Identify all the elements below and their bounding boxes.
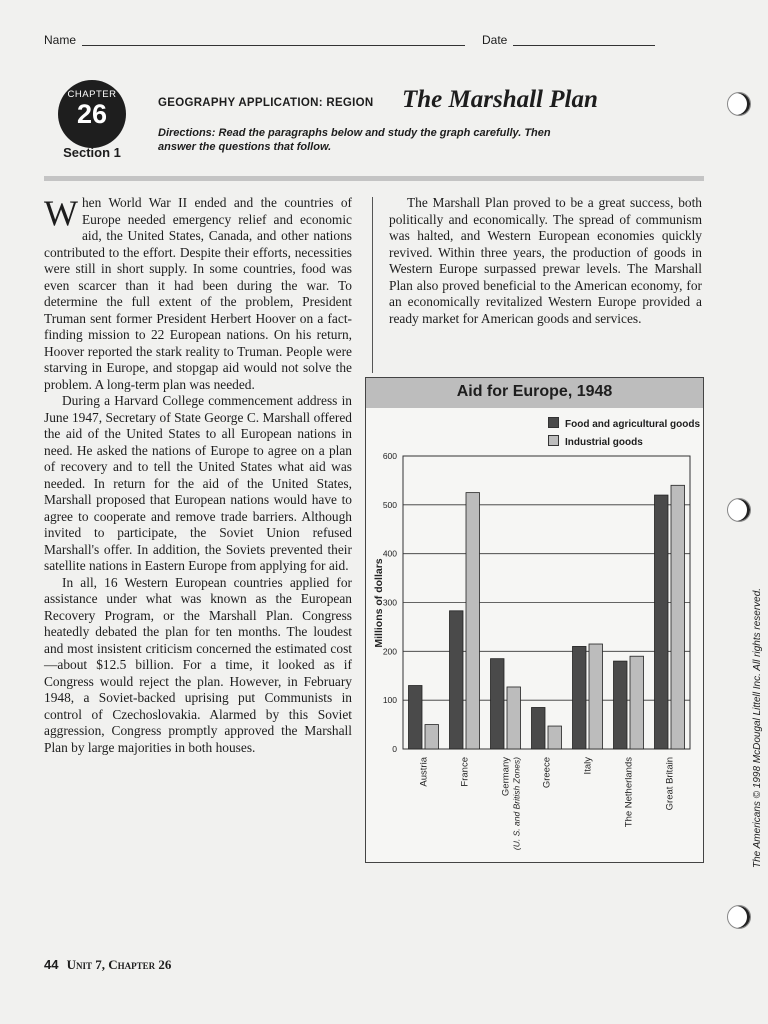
y-tick-label: 0: [392, 744, 397, 754]
binder-hole: [727, 905, 751, 929]
bar-industrial-great-britain: [671, 485, 685, 749]
binder-hole: [727, 498, 751, 522]
page-title: The Marshall Plan: [402, 86, 598, 113]
drop-cap: W: [44, 193, 78, 233]
bar-industrial-france: [466, 493, 480, 749]
paragraph-1-text: hen World War II ended and the countries of Europe needed emergency relief and economic aid, the United States, Canada, and other nations contributed to the effort. Despite their efforts, necessities were still in short supply. In some countries, food was even scarcer than it had been during the war. To determine the full extent of the problem, President Truman sent former President Herbert Hoover on a fact-finding mission to 22 European nations. On his return, Hoover reported the stark reality to Truman. People were starving in Europe, and stopgap aid would not solve the problem. A long-term plan was needed.: [44, 195, 352, 392]
page-number: 44: [44, 957, 59, 972]
bar-food-italy: [573, 646, 587, 749]
copyright: The Americans © 1998 McDougal Littell Inc. All rights reserved.: [752, 587, 763, 868]
paragraph-3: In all, 16 Western European countries applied for assistance under what was known as the European Recovery Program, or the Marshall Plan. Congress heatedly debated the plan for ten months. The loudest and most insistent criticism concerned the estimated cost—about $12.5 billion. For a time, it looked as if Congress would reject the plan. However, in February 1948, a Soviet-backed uprising put Communists in control of Czechoslovakia. Alarmed by this Soviet aggression, Congress promptly approved the Marshall Plan by large majorities in both houses.: [44, 574, 352, 755]
x-category-label: France: [459, 757, 471, 787]
x-category-label: Germany: [500, 757, 512, 797]
footer: [44, 957, 171, 973]
x-category-label: Greece: [541, 757, 553, 789]
x-category-label: The Netherlands: [623, 757, 635, 828]
y-tick-label: 500: [382, 499, 397, 510]
bar-food-france: [450, 611, 464, 749]
x-category-sublabel: (U. S. and British Zones): [511, 757, 522, 851]
directions: Directions: Read the paragraphs below and study the graph carefully. Then answer the questions that follow.: [158, 127, 551, 153]
bar-industrial-germany: [507, 687, 521, 749]
bar-food-austria: [409, 686, 423, 749]
y-tick-label: 100: [382, 695, 397, 706]
name-label: Name: [44, 33, 77, 47]
x-category-label: Austria: [418, 757, 430, 787]
y-tick-label: 400: [382, 548, 397, 559]
x-category-label: Italy: [582, 757, 594, 775]
bar-food-great-britain: [655, 495, 669, 749]
y-tick-label: 600: [382, 451, 397, 461]
chapter-label: CHAPTER: [67, 89, 117, 100]
section-label: Section 1: [63, 145, 121, 160]
bar-industrial-austria: [425, 725, 439, 749]
date-label: Date: [482, 33, 508, 47]
legend-industrial-label: Industrial goods: [565, 437, 643, 448]
y-tick-label: 200: [382, 646, 397, 657]
chapter-number: 26: [76, 99, 108, 129]
paragraph-2: During a Harvard College commencement address in June 1947, Secretary of State George C. Marshall offered the aid of the United States to all European nations in need. He asked the nations of Europe to agree on a plan of recovery and to tell the United States what aid was needed. In return for the aid of the United States, Marshall proposed that European nations would have to agree to cooperate and remove trade barriers. Although invited to participate, the Soviet Union refused Marshall's offer. In addition, the Soviets prevented their satellite nations in Eastern Europe from applying for aid.: [44, 393, 352, 573]
bar-industrial-italy: [589, 644, 603, 749]
y-tick-label: 300: [382, 597, 397, 608]
bar-food-the-netherlands: [614, 661, 628, 749]
bar-food-germany: [491, 659, 505, 749]
paragraph-4: The Marshall Plan proved to be a great success, both politically and economically. The spread of communism was halted, and Western European economies quickly revived. Within three years, the production of goods in Western Europe surpassed prewar levels. The Marshall Plan also proved beneficial to the American economy, for an economically revitalized Western Europe provided a ready market for American goods and services.: [389, 195, 702, 326]
bar-food-greece: [532, 707, 546, 749]
chart-title: Aid for Europe, 1948: [366, 378, 703, 408]
unit-chapter: Unit 7, Chapter 26: [66, 957, 172, 972]
bar-industrial-greece: [548, 726, 562, 749]
bar-industrial-the-netherlands: [630, 656, 644, 749]
x-category-label: Great Britain: [664, 757, 676, 811]
title-kicker: GEOGRAPHY APPLICATION: REGION: [158, 97, 374, 109]
y-axis-label: Millions of dollars: [373, 558, 385, 648]
legend-food-label: Food and agricultural goods: [565, 419, 700, 430]
binder-hole: [727, 92, 751, 116]
